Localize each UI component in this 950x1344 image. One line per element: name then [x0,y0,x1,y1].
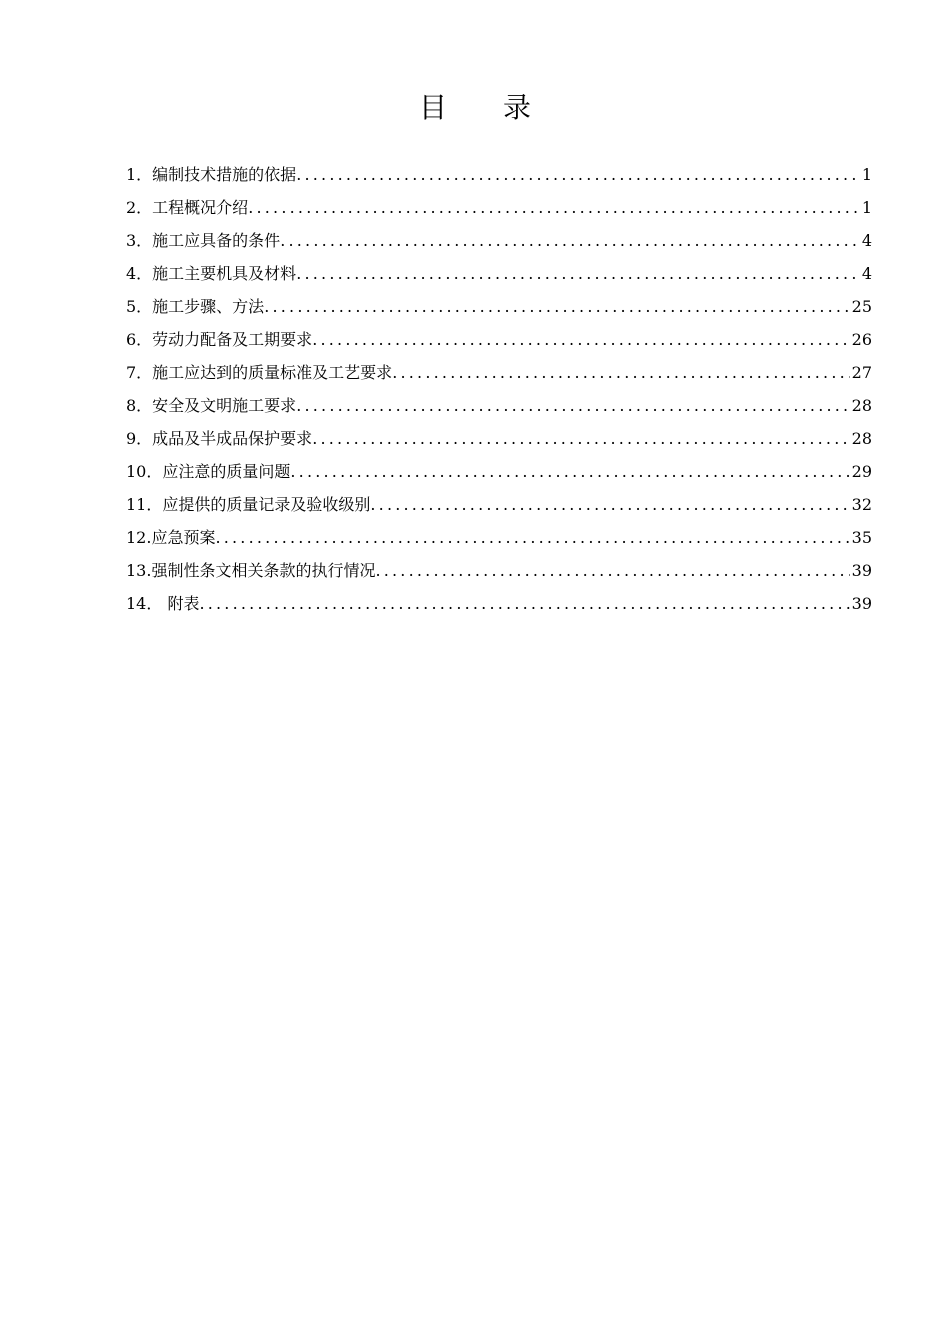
toc-entry-11[interactable] [126,488,872,521]
toc-entry-label: 4．施工主要机具及材料 [126,264,297,283]
toc-title-right: 录 [503,91,532,124]
toc-leader-dots [370,488,849,521]
toc-title-left: 目 [418,91,447,124]
toc-entry-page: 39 [851,561,872,580]
toc-entry-12[interactable] [126,521,872,554]
toc-entry-label: 2．工程概况介绍 [126,198,249,217]
toc-title [0,88,950,128]
toc-entry-page: 25 [851,297,872,316]
toc-entry-label: 14． 附表 [126,594,200,613]
toc-entry-8[interactable] [126,389,872,422]
toc-entry-page: 32 [851,495,872,514]
toc-leader-dots [199,587,849,620]
toc-entry-label: 1．编制技术措施的依据 [126,165,297,184]
toc-entry-label: 6．劳动力配备及工期要求 [126,330,313,349]
toc-leader-dots [392,356,849,389]
toc-entry-label: 3．施工应具备的条件 [126,231,281,250]
toc-leader-dots [264,290,849,323]
toc-entry-page: 27 [851,363,872,382]
toc-entry-9[interactable] [126,422,872,455]
toc-leader-dots [312,422,849,455]
toc-entry-label: 7．施工应达到的质量标准及工艺要求 [126,363,393,382]
toc-entry-2[interactable] [126,191,872,224]
toc-entry-label: 5．施工步骤、方法 [126,297,265,316]
toc-entry-page: 4 [861,264,872,283]
toc-entry-page: 28 [851,429,872,448]
toc-leader-dots [312,323,849,356]
toc-entry-7[interactable] [126,356,872,389]
toc-entry-3[interactable] [126,224,872,257]
toc-leader-dots [375,554,849,587]
toc-entry-label: 13.强制性条文相关条款的执行情况 [126,561,376,580]
toc-entry-page: 1 [861,198,872,217]
toc-leader-dots [296,158,860,191]
toc-entry-page: 39 [851,594,872,613]
toc-entry-page: 29 [851,462,872,481]
toc-entry-5[interactable] [126,290,872,323]
toc-entry-13[interactable] [126,554,872,587]
toc-leader-dots [248,191,860,224]
toc-entry-page: 35 [851,528,872,547]
toc-entry-4[interactable] [126,257,872,290]
toc-leader-dots [290,455,849,488]
toc-leader-dots [215,521,849,554]
toc-list [126,158,872,620]
toc-entry-page: 28 [851,396,872,415]
toc-entry-label: 8．安全及文明施工要求 [126,396,297,415]
toc-entry-label: 10．应注意的质量问题 [126,462,291,481]
toc-entry-1[interactable] [126,158,872,191]
toc-entry-10[interactable] [126,455,872,488]
toc-leader-dots [296,389,849,422]
toc-entry-label: 12.应急预案 [126,528,216,547]
toc-leader-dots [280,224,860,257]
toc-leader-dots [296,257,860,290]
toc-entry-14[interactable] [126,587,872,620]
toc-entry-page: 4 [861,231,872,250]
toc-entry-page: 26 [851,330,872,349]
toc-entry-label: 9．成品及半成品保护要求 [126,429,313,448]
toc-entry-label: 11．应提供的质量记录及验收级别 [126,495,371,514]
toc-entry-page: 1 [861,165,872,184]
toc-entry-6[interactable] [126,323,872,356]
